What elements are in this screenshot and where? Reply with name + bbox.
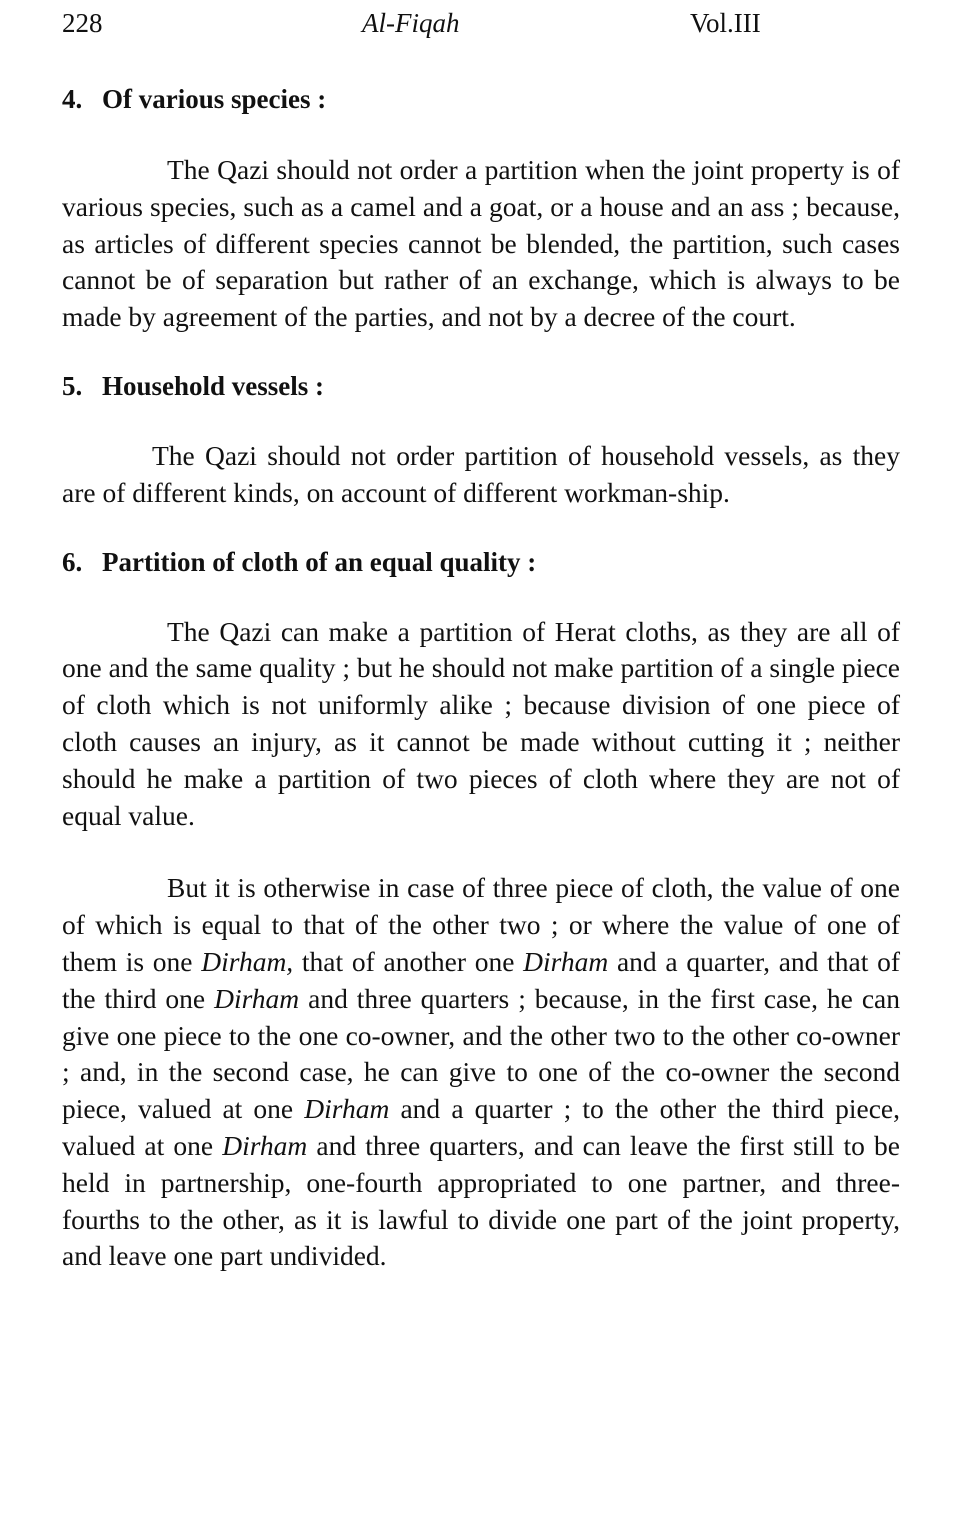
text-run: But it is otherwise in case of three piece of cloth, the value of one of which is equal to that of the other two ; or where the value of one of them is one — [62, 872, 900, 977]
section-title: Of various species : — [102, 84, 327, 114]
section-title: Household vessels : — [102, 370, 325, 401]
italic-term: Dirham, — [201, 945, 294, 977]
section-heading-6 — [62, 544, 900, 580]
italic-term: Dirham — [304, 1093, 390, 1125]
section-heading-4 — [62, 81, 900, 117]
book-title: Al-Fiqah — [362, 8, 460, 38]
page-number: 228 — [62, 8, 103, 38]
section-5-paragraph: The Qazi should not order partition of household vessels, as they are of different kinds, on account of different workman-ship. — [62, 439, 900, 508]
section-heading-5 — [62, 368, 900, 404]
italic-term: Dirham — [523, 945, 609, 977]
section-number: 5. — [62, 370, 83, 401]
section-4-paragraph: The Qazi should not order a partition when the joint property is of various species, such as a camel and a goat, or a house and an ass ; because, as articles of different species cannot be blended, the partition, such cases cannot be of separation but rather of an exchange, which is always to be made by agreement of the parties, and not by a decree of the court. — [62, 154, 900, 333]
italic-term: Dirham — [214, 982, 300, 1014]
running-header — [62, 0, 900, 48]
text-run: and a quarter ; to the other the third piece, valued at one — [62, 1093, 900, 1161]
section-number: 6. — [62, 546, 83, 577]
text-run: and a quarter, and that of the third one — [62, 945, 901, 1014]
section-title: Partition of cloth of an equal quality : — [102, 546, 537, 577]
volume-label: Vol.III — [690, 8, 761, 38]
section-6-paragraph-2 — [62, 870, 900, 1275]
book-page — [62, 0, 900, 1275]
section-number: 4. — [62, 84, 83, 114]
text-run: and three quarters, and can leave the first still to be held in partnership, one-fourth appropriated to one partner, and three-fourths to the other, as it is lawful to divide one part of the joint property, and leave one part undivided. — [62, 1129, 900, 1272]
text-run: and three quarters ; because, in the first case, he can give one piece to the one co-owner, and the other two to the other co-owner ; and, in the second case, he can give to one of the co-owner the second piece, valued at one — [62, 982, 900, 1125]
italic-term: Dirham — [222, 1129, 308, 1161]
section-6-paragraph: The Qazi can make a partition of Herat cloths, as they are all of one and the same quality ; but he should not make partition of a single piece of cloth which is not uniformly alike ; because division of one piece of cloth causes an injury, as it cannot be made without cutting it ; neither should he make a partition of two pieces of cloth where they are not of equal value. — [62, 615, 900, 831]
text-run: that of another one — [293, 945, 524, 977]
